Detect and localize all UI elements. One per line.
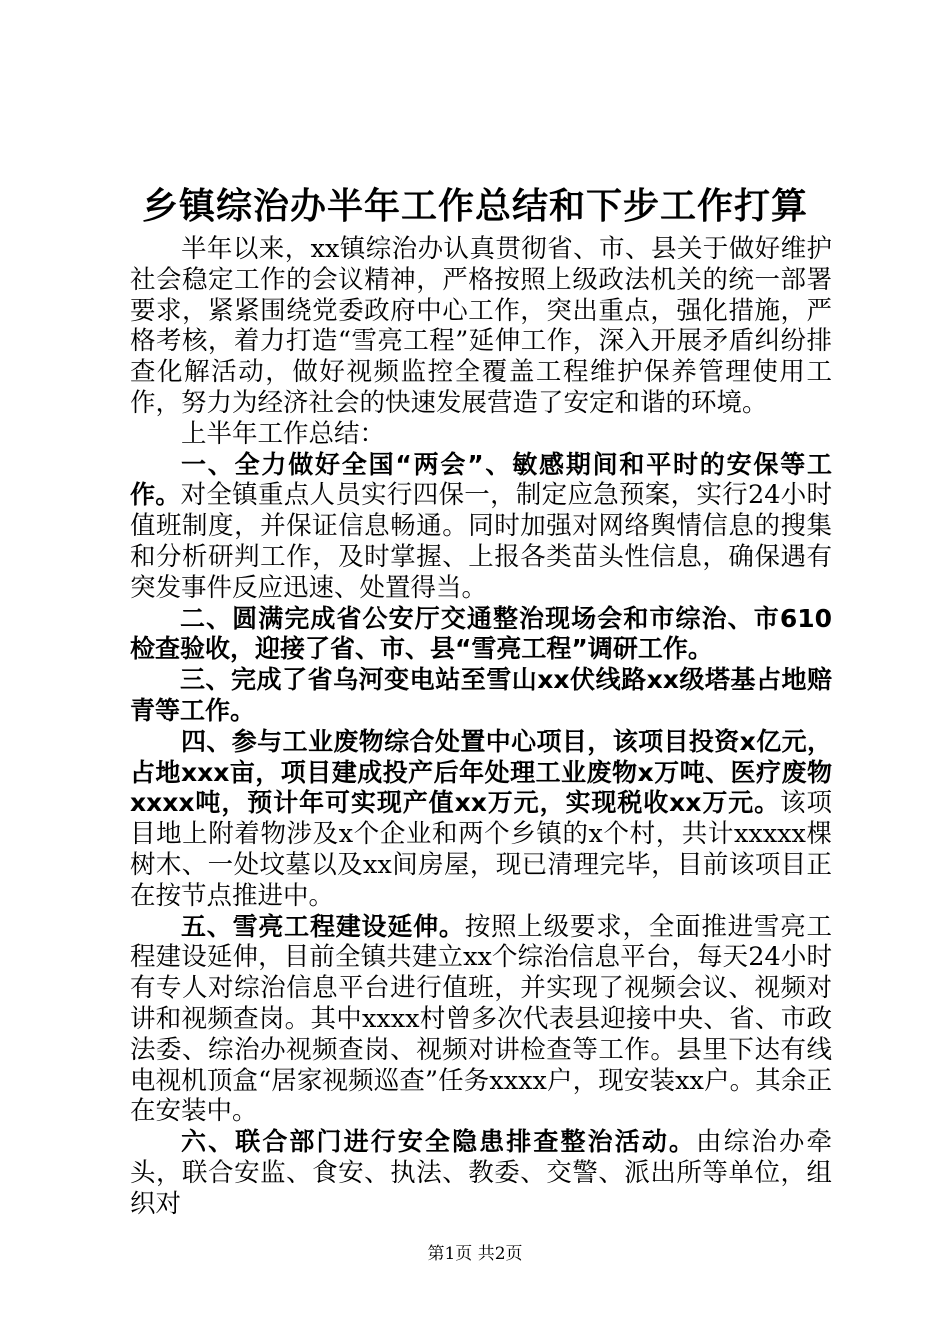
item-text-1: 对全镇重点人员实行四保一，制定应急预案，实行24小时值班制度，并保证信息畅通。同时加强对网络舆情信息的搜集和分析研判工作，及时掌握、上报各类苗头性信息，确保遇有突发事件反应迅速、处置得当。 (130, 480, 832, 603)
item-heading-1: 一、全力做好全国“两会”、敏感期间和平时的安保等工作。 (130, 449, 832, 510)
item-text-4: 该项目地上附着物涉及x个企业和两个乡镇的x个村，共计xxxxx棵树木、一处坟墓以及xx间房屋，现已清理完毕，目前该项目正在按节点推进中。 (130, 788, 832, 911)
item-paragraph-5 (130, 912, 832, 1128)
item-heading-2: 二、圆满完成省公安厅交通整治现场会和市综治、市610检查验收，迎接了省、市、县“雪亮工程”调研工作。 (130, 603, 832, 664)
item-heading-4: 四、参与工业废物综合处置中心项目，该项目投资x亿元，占地xxx亩，项目建成投产后年处理工业废物x万吨、医疗废物xxxx吨，预计年可实现产值xx万元，实现税收xx万元。 (130, 726, 832, 818)
item-text-5: 按照上级要求，全面推进雪亮工程建设延伸，目前全镇共建立xx个综治信息平台，每天24小时有专人对综治信息平台进行值班，并实现了视频会议、视频对讲和视频查岗。其中xxxx村曾多次代表县迎接中央、省、市政法委、综治办视频查岗、视频对讲检查等工作。县里下达有线电视机顶盒“居家视频巡查”任务xxxx户，现安装xx户。其余正在安装中。 (130, 911, 832, 1127)
section-label: 上半年工作总结： (181, 418, 386, 449)
item-paragraph-2 (130, 604, 832, 666)
item-paragraph-3 (130, 665, 832, 727)
intro-paragraph: 半年以来，xx镇综治办认真贯彻省、市、县关于做好维护社会稳定工作的会议精神，严格按照上级政法机关的统一部署要求，紧紧围绕党委政府中心工作，突出重点，强化措施，严格考核，着力打造“雪亮工程”延伸工作，深入开展矛盾纠纷排查化解活动，做好视频监控全覆盖工程维护保养管理使用工作，努力为经济社会的快速发展营造了安定和谐的环境。 (130, 234, 832, 418)
document-title: 乡镇综治办半年工作总结和下步工作打算 (141, 186, 808, 227)
item-paragraph-4 (130, 727, 832, 912)
item-paragraph-6 (130, 1127, 832, 1219)
item-heading-6: 六、联合部门进行安全隐患排查整治活动。 (181, 1127, 697, 1157)
item-heading-3: 三、完成了省乌河变电站至雪山xx伏线路xx级塔基占地赔青等工作。 (130, 665, 832, 725)
item-heading-5: 五、雪亮工程建设延伸。 (181, 911, 465, 941)
item-paragraph-1 (130, 450, 832, 604)
item-text-6: 由综治办牵头，联合安监、食安、执法、教委、交警、派出所等单位，组织对 (130, 1127, 832, 1219)
page-footer: 第1页 共2页 (427, 1244, 523, 1264)
document-body (130, 234, 832, 1220)
